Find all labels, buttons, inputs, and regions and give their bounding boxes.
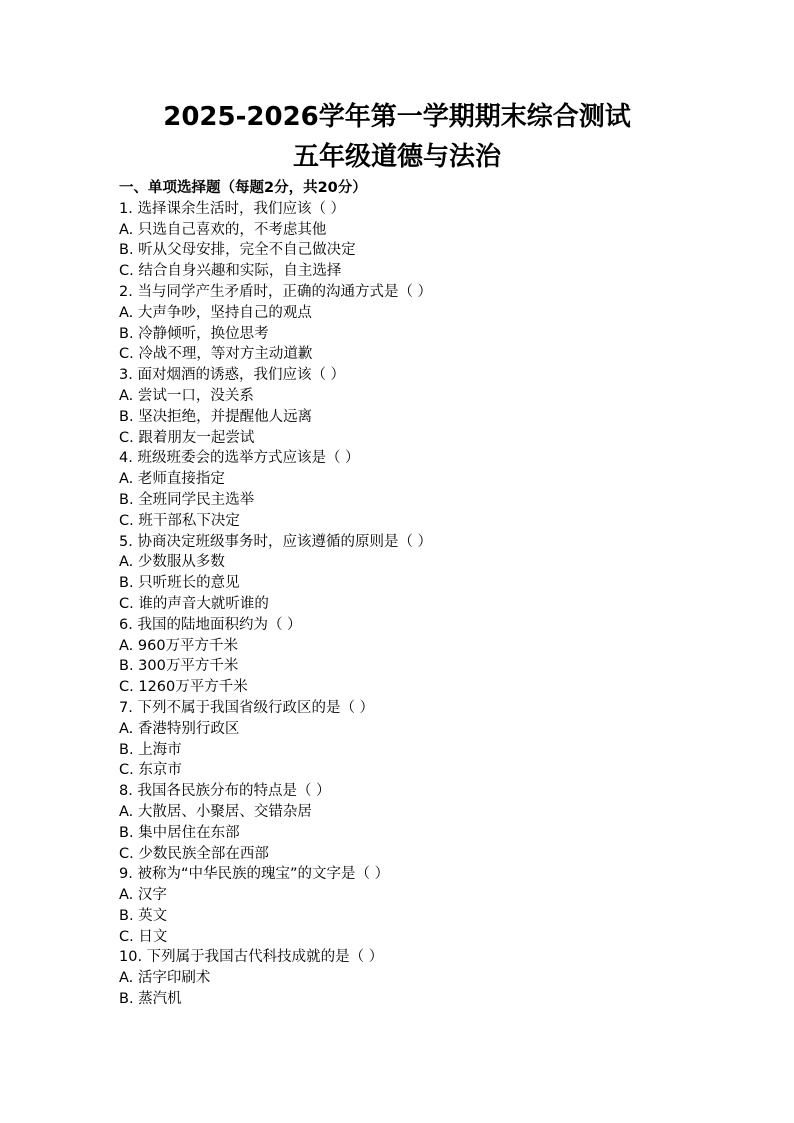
exam-title: 2025-2026学年第一学期期末综合测试 [163,102,631,132]
question-stem: 2. 当与同学产生矛盾时，正确的沟通方式是（ ） [119,283,433,300]
question-option: A. 老师直接指定 [119,471,225,488]
question-option: B. 只听班长的意见 [119,575,240,592]
question-option: B. 冷静倾听，换位思考 [119,325,269,342]
question-stem: 6. 我国的陆地面积约为（ ） [119,616,302,633]
question-option: B. 坚决拒绝，并提醒他人远离 [119,408,313,425]
question-option: A. 香港特别行政区 [119,720,240,737]
exam-subtitle: 五年级道德与法治 [292,142,501,172]
question-option: A. 少数服从多数 [119,554,225,571]
question-stem: 8. 我国各民族分布的特点是（ ） [119,783,331,800]
question-option: C. 1260万平方千米 [119,679,248,696]
question-option: B. 集中居住在东部 [119,824,240,841]
question-option: C. 冷战不理，等对方主动道歉 [119,346,313,363]
question-option: C. 班干部私下决定 [119,512,240,529]
question-stem: 10. 下列属于我国古代科技成就的是（ ） [119,949,384,966]
question-stem: 9. 被称为“中华民族的瑰宝”的文字是（ ） [119,866,390,883]
question-option: A. 960万平方千米 [119,637,239,654]
question-option: B. 听从父母安排，完全不自己做决定 [119,242,356,259]
question-option: C. 日文 [119,928,168,945]
question-option: A. 大声争吵，坚持自己的观点 [119,304,312,321]
question-stem: 7. 下列不属于我国省级行政区的是（ ） [119,699,375,716]
question-option: B. 蒸汽机 [119,991,182,1008]
question-stem: 1. 选择课余生活时，我们应该（ ） [119,200,346,217]
section-heading: 一、单项选择题（每题2分，共20分） [119,180,367,196]
question-option: B. 英文 [119,907,168,924]
exam-content [119,178,739,1010]
question-option: A. 尝试一口，没关系 [119,387,254,404]
question-option: C. 东京市 [119,762,182,779]
question-option: C. 结合自身兴趣和实际，自主选择 [119,263,342,280]
question-option: B. 上海市 [119,741,182,758]
question-option: C. 少数民族全部在西部 [119,845,269,862]
question-option: A. 活字印刷术 [119,970,211,987]
question-option: B. 300万平方千米 [119,658,239,675]
question-option: A. 汉字 [119,887,167,904]
question-stem: 4. 班级班委会的选举方式应该是（ ） [119,450,360,467]
question-option: C. 谁的声音大就听谁的 [119,595,269,612]
question-option: A. 只选自己喜欢的，不考虑其他 [119,221,327,238]
question-stem: 5. 协商决定班级事务时，应该遵循的原则是（ ） [119,533,433,550]
question-option: A. 大散居、小聚居、交错杂居 [119,803,312,820]
question-stem: 3. 面对烟酒的诱惑，我们应该（ ） [119,367,346,384]
question-option: C. 跟着朋友一起尝试 [119,429,255,446]
question-option: B. 全班同学民主选举 [119,491,255,508]
